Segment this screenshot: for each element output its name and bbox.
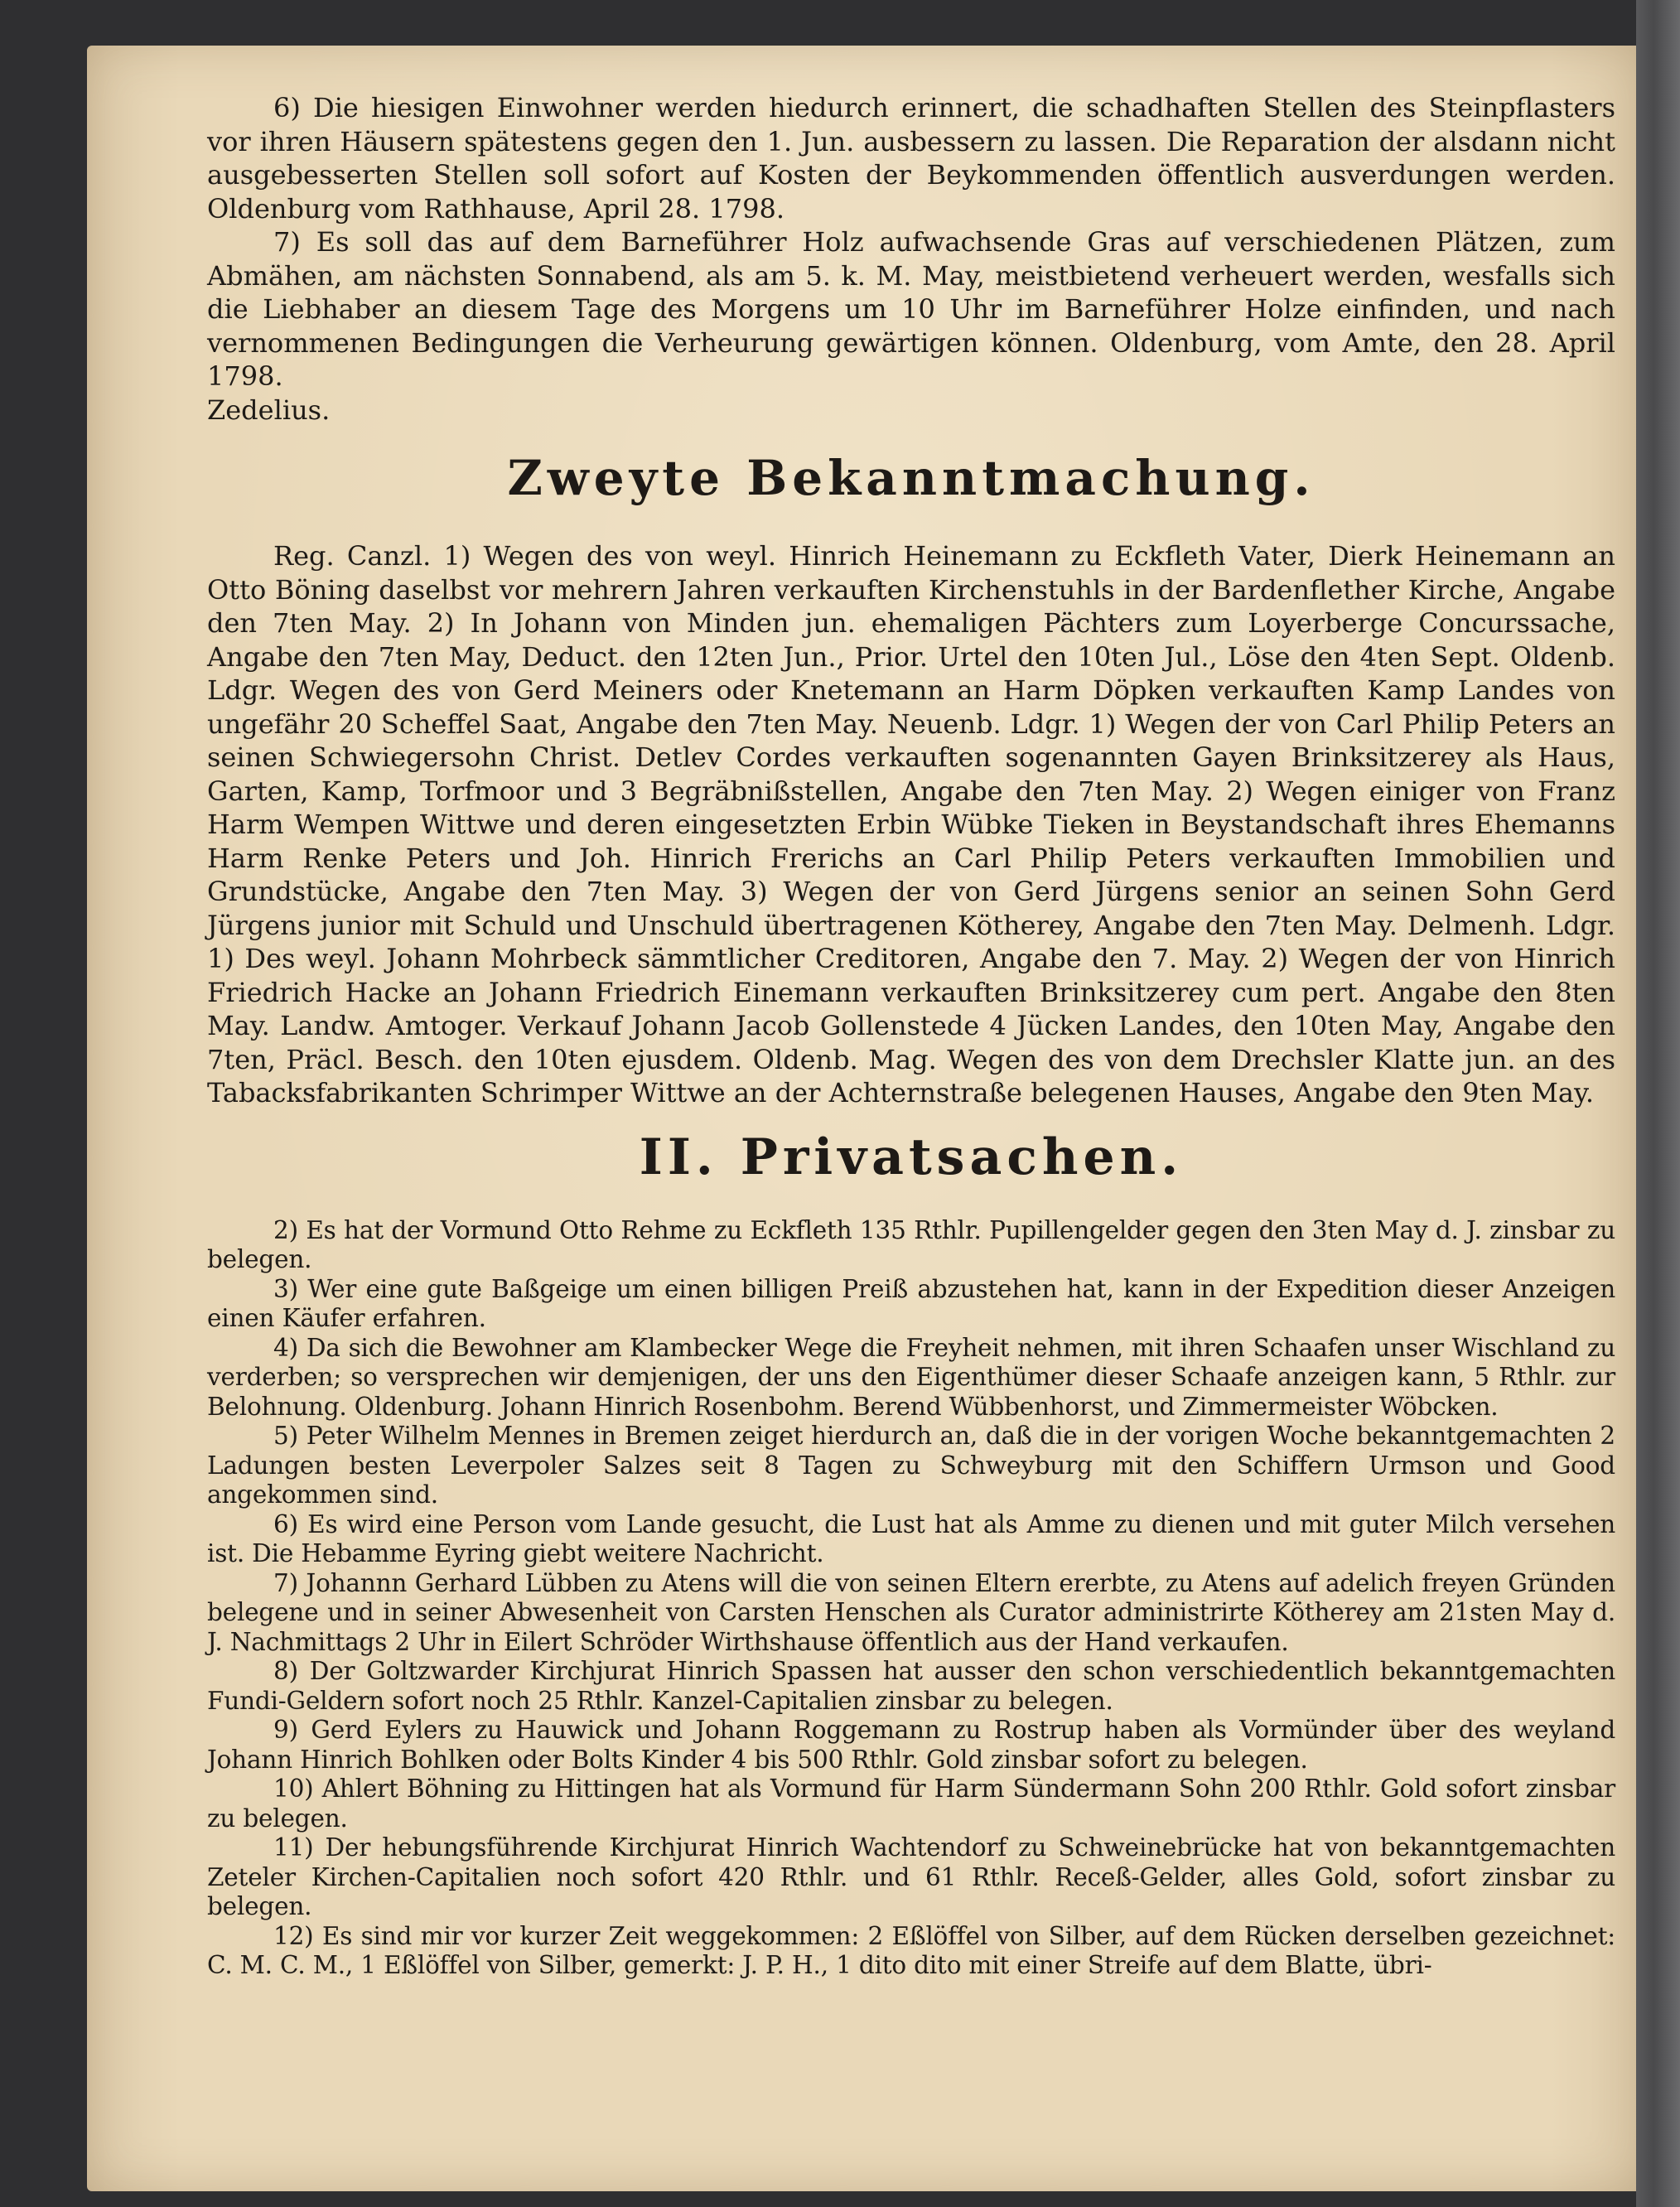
notice-item: 9) Gerd Eylers zu Hauwick und Johann Roggemann zu Rostrup haben als Vormünder über des weyland Johann Hinrich Bohlken oder Bolts Kinder 4 bis 500 Rthlr. Gold zinsbar sofort zu belegen.: [207, 1716, 1615, 1774]
notice-item: 11) Der hebungsführende Kirchjurat Hinrich Wachtendorf zu Schweinebrücke hat von bekanntgemachten Zeteler Kirchen-Capitalien noch sofort 420 Rthlr. und 61 Rthlr. Receß-Gelder, alles Gold, sofort zinsbar zu belegen.: [207, 1833, 1615, 1920]
notice-item: 6) Es wird eine Person vom Lande gesucht, die Lust hat als Amme zu dienen und mit guter Milch versehen ist. Die Hebamme Eyring giebt weitere Nachricht.: [207, 1509, 1615, 1567]
notice-item: 10) Ahlert Böhning zu Hittingen hat als Vormund für Harm Sündermann Sohn 200 Rthlr. Gold sofort zinsbar zu belegen.: [207, 1775, 1615, 1833]
section-heading: Zweyte Bekanntmachung.: [507, 450, 1316, 506]
notice-paragraph: 7) Es soll das auf dem Barneführer Holz aufwachsende Gras auf verschiedenen Plätzen, zum Abmähen, am nächsten Sonnabend, als am 5. k. M. May, meistbietend verheuert werden, wesfalls sich die Liebhaber an diesem Tage des Morgens um 10 Uhr im Barneführer Holze einfinden, und nach vernommenen Bedingungen die Verheurung gewärtigen können. Oldenburg, vom Amte, den 28. April 1798.: [207, 226, 1615, 392]
notice-item: 5) Peter Wilhelm Mennes in Bremen zeiget hierdurch an, daß die in der vorigen Woche bekanntgemachten 2 Ladungen besten Leverpoler Salzes seit 8 Tagen zu Schweyburg mit den Schiffern Urmson und Good angekommen sind.: [207, 1422, 1615, 1509]
notice-item: 2) Es hat der Vormund Otto Rehme zu Eckfleth 135 Rthlr. Pupillengelder gegen den 3ten May d. J. zinsbar zu belegen.: [207, 1215, 1615, 1273]
section-heading: II. Privatsachen.: [639, 1128, 1184, 1186]
notice-item: 4) Da sich die Bewohner am Klambecker Wege die Freyheit nehmen, mit ihren Schaafen unser Wischland zu verderben; so versprechen wir demjenigen, der uns den Eigenthümer dieser Schaafe anzeigen kann, 5 Rthlr. zur Belohnung. Oldenburg. Johann Hinrich Rosenbohm. Berend Wübbenhorst, und Zimmermeister Wöbcken.: [207, 1333, 1615, 1421]
notice-item: 8) Der Goltzwarder Kirchjurat Hinrich Spassen hat ausser den schon verschiedentlich bekanntgemachten Fundi-Geldern sofort noch 25 Rthlr. Kanzel-Capitalien zinsbar zu belegen.: [207, 1657, 1615, 1715]
notices-section: [207, 91, 1615, 427]
private-notices-section: [207, 1216, 1615, 1981]
notice-item: 3) Wer eine gute Baßgeige um einen billigen Preiß abzustehen hat, kann in der Expedition dieser Anzeigen einen Käufer erfahren.: [207, 1274, 1615, 1332]
notice-item: 7) Johannn Gerhard Lübben zu Atens will die von seinen Eltern ererbte, zu Atens auf adelich freyen Gründen belegene und in seiner Abwesenheit von Carsten Henschen als Curator administrirte Kötherey am 21sten May d. J. Nachmittags 2 Uhr in Eilert Schröder Wirthshause öffentlich aus der Hand verkaufen.: [207, 1568, 1615, 1656]
document-content: [207, 91, 1615, 1981]
notice-item: 12) Es sind mir vor kurzer Zeit weggekommen: 2 Eßlöffel von Silber, auf dem Rücken derselben gezeichnet: C. M. C. M., 1 Eßlöffel von Silber, gemerkt: J. P. H., 1 dito dito mit einer Streife auf dem Blatte, übri-: [207, 1921, 1615, 1979]
announcement-section: [207, 539, 1615, 1110]
signature: Zedelius.: [207, 394, 331, 426]
notice-paragraph: 6) Die hiesigen Einwohner werden hiedurch erinnert, die schadhaften Stellen des Steinpflasters vor ihren Häusern spätestens gegen den 1. Jun. ausbessern zu lassen. Die Reparation der alsdann nicht ausgebesserten Stellen soll sofort auf Kosten der Beykommenden öffentlich ausverdungen werden. Oldenburg vom Rathhause, April 28. 1798.: [207, 92, 1615, 225]
announcement-text: Reg. Canzl. 1) Wegen des von weyl. Hinrich Heinemann zu Eckfleth Vater, Dierk Heinemann an Otto Böning daselbst vor mehrern Jahren verkauften Kirchenstuhls in der Bardenflether Kirche, Angabe den 7ten May. 2) In Johann von Minden jun. ehemaligen Pächters zum Loyerberge Concurssache, Angabe den 7ten May, Deduct. den 12ten Jun., Prior. Urtel den 10ten Jul., Löse den 4ten Sept. Oldenb. Ldgr. Wegen des von Gerd Meiners oder Knetemann an Harm Döpken verkauften Kamp Landes von ungefähr 20 Scheffel Saat, Angabe den 7ten May. Neuenb. Ldgr. 1) Wegen der von Carl Philip Peters an seinen Schwiegersohn Christ. Detlev Cordes verkauften sogenannten Gayen Brinksitzerey als Haus, Garten, Kamp, Torfmoor und 3 Begräbnißstellen, Angabe den 7ten May. 2) Wegen einiger von Franz Harm Wempen Wittwe und deren eingesetzten Erbin Wübke Tieken in Beystandschaft ihres Ehemanns Harm Renke Peters und Joh. Hinrich Frerichs an Carl Philip Peters verkauften Immobilien und Grundstücke, Angabe den 7ten May. 3) Wegen der von Gerd Jürgens senior an seinen Sohn Gerd Jürgens junior mit Schuld und Unschuld übertragenen Kötherey, Angabe den 7ten May. Delmenh. Ldgr. 1) Des weyl. Johann Mohrbeck sämmtlicher Creditoren, Angabe den 7. May. 2) Wegen der von Hinrich Friedrich Hacke an Johann Friedrich Einemann verkauften Brinksitzerey cum pert. Angabe den 8ten May. Landw. Amtoger. Verkauf Johann Jacob Gollenstede 4 Jücken Landes, den 10ten May, Angabe den 7ten, Präcl. Besch. den 10ten ejusdem. Oldenb. Mag. Wegen des von dem Drechsler Klatte jun. an des Tabacksfabrikanten Schrimper Wittwe an der Achternstraße belegenen Hauses, Angabe den 9ten May.: [207, 540, 1615, 1108]
page-edge: [1636, 0, 1680, 2207]
